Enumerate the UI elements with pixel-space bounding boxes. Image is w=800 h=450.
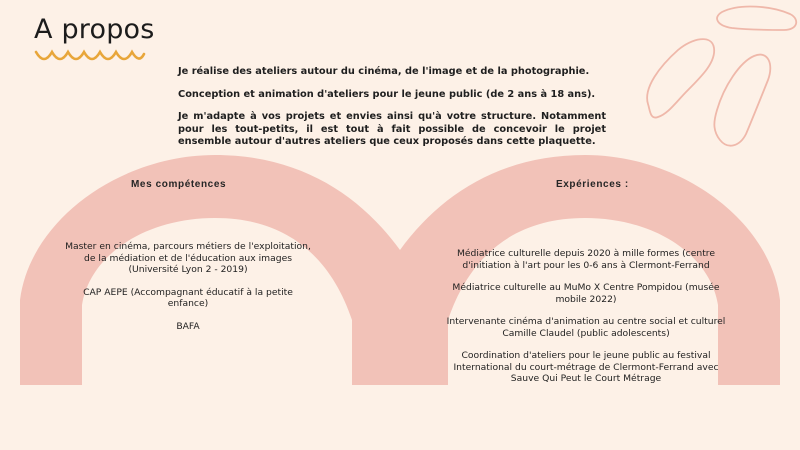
competences-title: Mes compétences xyxy=(131,179,227,190)
competence-item: CAP AEPE (Accompagnant éducatif à la petite enfance) xyxy=(83,286,293,309)
experiences-list xyxy=(446,248,726,396)
competence-item: Master en cinéma, parcours métiers de l'exploitation, de la médiation et de l'éducation aux images xyxy=(65,241,311,264)
intro-paragraph: Je m'adapte à vos projets et envies ainsi qu'à votre structure. Notamment pour les tout-petits, il est tout à fait possible de concevoir le projet ensemble autour d'autres ateliers que ceux proposés dans cette plaquette. xyxy=(178,111,606,147)
blob-outline-icon xyxy=(647,39,714,117)
blob-outline-icon xyxy=(714,55,770,146)
experience-item: Médiatrice culturelle depuis 2020 à mille formes (centre d'initiation à l'art pour les 0-6 ans à Clermont-Ferrand xyxy=(456,248,716,271)
experience-item: Intervenante cinéma d'animation au centre social et culturel Camille Claudel (public adolescents) xyxy=(446,316,726,339)
experience-item: Médiatrice culturelle au MuMo X Centre Pompidou (musée mobile 2022) xyxy=(452,282,720,305)
competence-item: BAFA xyxy=(176,320,200,332)
intro-text xyxy=(178,66,606,159)
intro-paragraph: Conception et animation d'ateliers pour le jeune public (de 2 ans à 18 ans). xyxy=(178,88,596,100)
competence-item: (Université Lyon 2 - 2019) xyxy=(128,264,248,275)
experience-item: Coordination d'ateliers pour le jeune public au festival International du court-métrage de Clermont-Ferrand avec Sauve Qui Peut le Court Métrage xyxy=(453,350,719,384)
experiences-title: Expériences : xyxy=(556,179,629,190)
page-title: A propos xyxy=(34,14,155,45)
competences-list xyxy=(62,241,314,343)
wavy-underline-icon xyxy=(36,52,144,59)
blob-outline-icon xyxy=(717,6,796,30)
intro-paragraph: Je réalise des ateliers autour du cinéma, de l'image et de la photographie. xyxy=(178,66,590,77)
